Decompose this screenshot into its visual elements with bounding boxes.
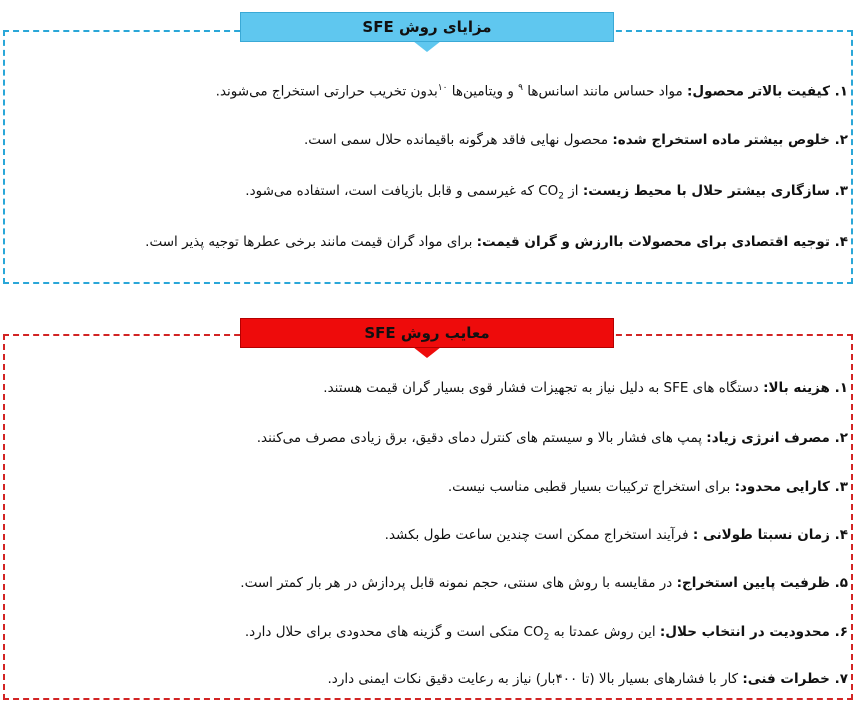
cons-item-4 (18, 525, 848, 545)
pros-header: مزایای روش SFE (240, 12, 614, 42)
pros-item-1-label: ۱. کیفیت بالاتر محصول: (687, 83, 848, 100)
pros-item-3-label: ۳. سازگاری بیشتر حلال با محیط زیست: (582, 183, 848, 199)
pros-item-3-text: از CO (538, 183, 583, 199)
pros-item-3 (18, 181, 848, 207)
pros-item-1-text3: بدون تخریب حرارتی استخراج می‌شوند. (215, 83, 438, 100)
cons-item-6-sub: 2 (543, 632, 550, 643)
cons-header-arrow (413, 347, 441, 358)
pros-header-arrow (413, 41, 441, 52)
pros-item-1-sup1: ۹ (518, 83, 523, 93)
cons-item-5 (18, 573, 848, 593)
pros-item-1 (18, 78, 848, 102)
cons-item-1-label: ۱. هزینه بالا: (763, 380, 848, 396)
cons-item-3-text: برای استخراج ترکیبات بسیار قطبی مناسب نیست. (447, 479, 735, 495)
cons-item-3-label: ۳. کارایی محدود: (734, 479, 848, 495)
cons-item-1-text: دستگاه های SFE به دلیل نیاز به تجهیزات فشار قوی بسیار گران قیمت هستند. (323, 380, 764, 396)
cons-item-4-text: فرآیند استخراج ممکن است چندین ساعت طول بکشد. (384, 527, 693, 543)
cons-item-6 (18, 622, 848, 648)
pros-item-4-text: برای مواد گران قیمت مانند برخی عطرها توجیه پذیر است. (145, 234, 477, 250)
cons-item-4-label: ۴. زمان نسبتا طولانی : (692, 527, 848, 543)
pros-item-2-label: ۲. خلوص بیشتر ماده استخراج شده: (612, 132, 848, 148)
cons-item-2 (18, 428, 848, 448)
pros-item-1-text: مواد حساس مانند اسانس‌ها (522, 83, 688, 100)
pros-item-2 (18, 130, 848, 150)
pros-item-4 (18, 232, 848, 252)
cons-item-1 (18, 378, 848, 398)
pros-item-1-sup2: ۱۰ (437, 83, 448, 93)
pros-item-2-text: محصول نهایی فاقد هرگونه باقیمانده حلال سمی است. (304, 132, 613, 148)
cons-item-5-label: ۵. ظرفیت پایین استخراج: (676, 575, 848, 591)
cons-item-5-text: در مقایسه با روش های سنتی، حجم نمونه قابل پردازش در هر بار کمتر است. (240, 575, 677, 591)
cons-item-3 (18, 477, 848, 497)
cons-header: معایب روش SFE (240, 318, 614, 348)
cons-item-6-text2: متکی است و گزینه های محدودی برای حلال دارد. (244, 624, 524, 640)
cons-item-7-label: ۷. خطرات فنی: (742, 671, 848, 687)
cons-item-7-text: کار با فشارهای بسیار بالا (تا ۴۰۰بار) نیاز به رعایت دقیق نکات ایمنی دارد. (327, 671, 743, 687)
pros-item-1-text2: و ویتامین‌ها (447, 83, 519, 100)
cons-item-2-label: ۲. مصرف انرژی زیاد: (706, 430, 848, 446)
cons-item-2-text: پمپ های فشار بالا و سیستم های کنترل دمای دقیق، برق زیادی مصرف می‌کنند. (256, 430, 707, 446)
pros-item-4-label: ۴. توجیه اقتصادی برای محصولات باارزش و گران قیمت: (476, 234, 848, 250)
pros-item-3-text2: که غیرسمی و قابل بازیافت است، استفاده می‌شود. (245, 183, 539, 199)
pros-item-3-sub: 2 (558, 191, 564, 202)
cons-item-7 (18, 669, 848, 689)
cons-item-6-label: ۶. محدودیت در انتخاب حلال: (659, 624, 848, 640)
cons-item-6-text: این روش عمدتا به CO (523, 624, 660, 640)
